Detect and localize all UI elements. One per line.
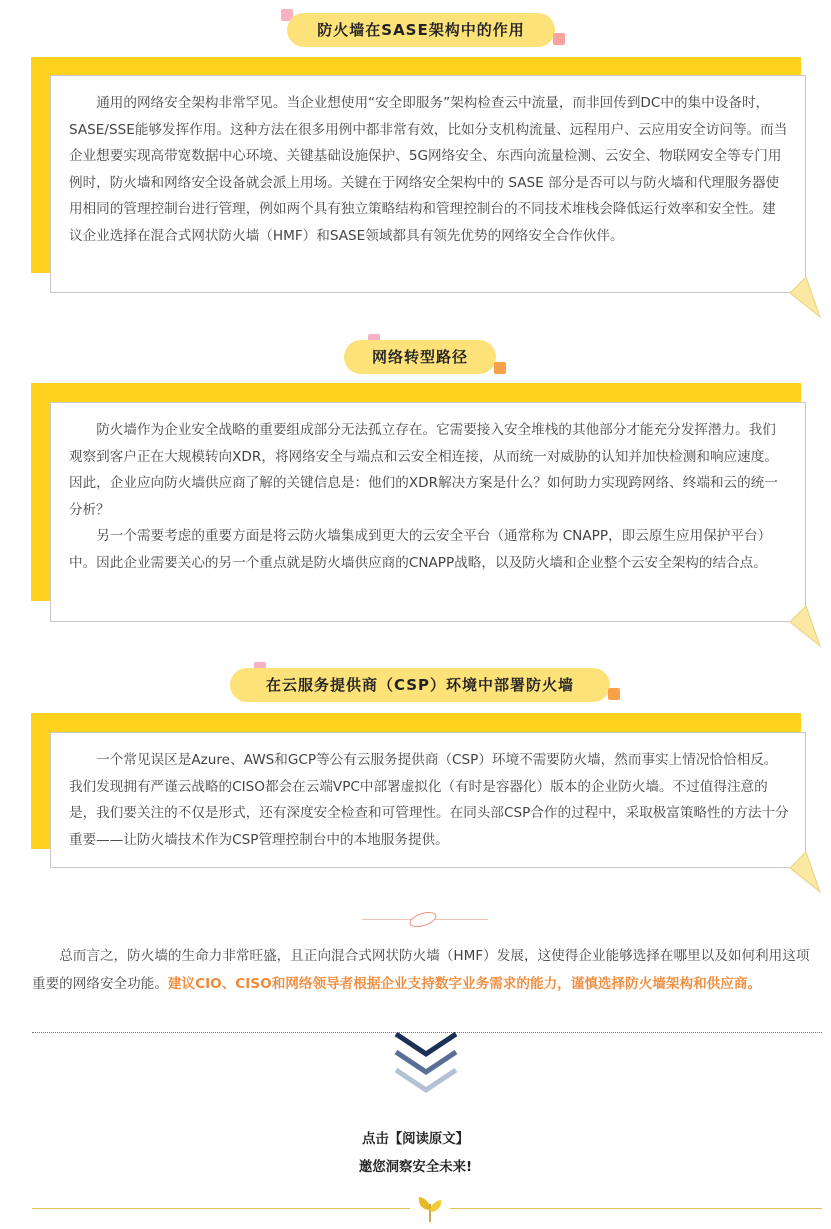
summary <box>32 942 822 998</box>
section1-heading <box>0 13 831 47</box>
leaf-icon <box>414 1192 446 1224</box>
card-corner-fold <box>790 852 824 896</box>
section2-card <box>50 402 806 622</box>
summary-text: 总而言之，防火墙的生命力非常旺盛，且正向混合式网状防火墙（HMF）发展，这使得企业能够选择在哪里以及如何利用这项重要的网络安全功能。 <box>32 948 810 992</box>
section2-title: 网络转型路径 <box>344 340 496 374</box>
card-corner-fold <box>790 277 824 321</box>
decor-square <box>608 688 620 700</box>
section2-paragraph-2: 另一个需要考虑的重要方面是将云防火墙集成到更大的云安全平台（通常称为 CNAPP，即云原生应用保护平台）中。因此企业需要关心的另一个重点就是防火墙供应商的CNAPP战略，以及防火墙和企业整个云安全架构的结合点。 <box>69 528 772 571</box>
section3-title: 在云服务提供商（CSP）环境中部署防火墙 <box>230 668 610 702</box>
section3-paragraph: 一个常见误区是Azure、AWS和GCP等公有云服务提供商（CSP）环境不需要防火墙，然而事实上情况恰恰相反。我们发现拥有严谨云战略的CISO都会在云端VPC中部署虚拟化（有时是容器化）版本的企业防火墙。不过值得注意的是，我们要关注的不仅是形式，还有深度安全检查和可管理性。在同头部CSP合作的过程中，采取极富策略性的方法十分重要——让防火墙技术作为CSP管理控制台中的本地服务提供。 <box>69 752 789 848</box>
section1-card <box>50 75 806 293</box>
section1-title: 防火墙在SASE架构中的作用 <box>287 13 555 47</box>
cta-subtitle: 邀您洞察安全未来! <box>358 1160 473 1175</box>
card-corner-fold <box>790 606 824 650</box>
decor-square <box>494 362 506 374</box>
chevron-down-icon <box>394 1030 458 1102</box>
decor-square <box>553 33 565 45</box>
read-original-link[interactable]: 点击【阅读原文】 <box>361 1132 470 1147</box>
summary-highlight: 建议CIO、CISO和网络领导者根据企业支持数字业务需求的能力，谨慎选择防火墙架构和供应商。 <box>167 976 762 992</box>
section3-heading <box>0 668 831 702</box>
section2-heading <box>0 340 831 374</box>
summary-paragraph <box>32 942 822 998</box>
section1-paragraph: 通用的网络安全架构非常罕见。当企业想使用“安全即服务”架构检查云中流量，而非回传到DC中的集中设备时，SASE/SSE能够发挥作用。这种方法在很多用例中都非常有效，比如分支机构流量、远程用户、云应用安全访问等。而当企业想要实现高带宽数据中心环境、关键基础设施保护、5G网络安全、东西向流量检测、云安全、物联网安全等专门用例时，防火墙和网络安全设备就会派上用场。关键在于网络安全架构中的 SASE 部分是否可以与防火墙和代理服务器使用相同的管理控制台进行管理，例如两个具有独立策略结构和管理控制台的不同技术堆栈会降低运行效率和安全性。建议企业选择在混合式网状防火墙（HMF）和SASE领域都具有领先优势的网络安全合作伙伴。 <box>69 95 788 244</box>
section2-paragraph-1: 防火墙作为企业安全战略的重要组成部分无法孤立存在。它需要接入安全堆栈的其他部分才能充分发挥潜力。我们观察到客户正在大规模转向XDR，将网络安全与端点和云安全相连接，从而统一对威胁的认知并加快检测和响应速度。因此，企业应向防火墙供应商了解的关键信息是：他们的XDR解决方案是什么？如何助力实现跨网络、终端和云的统一分析？ <box>69 422 778 518</box>
bottom-line-left <box>32 1208 410 1209</box>
bottom-line-right <box>450 1208 822 1209</box>
ornament-oval <box>408 909 439 930</box>
section3-card <box>50 732 806 868</box>
